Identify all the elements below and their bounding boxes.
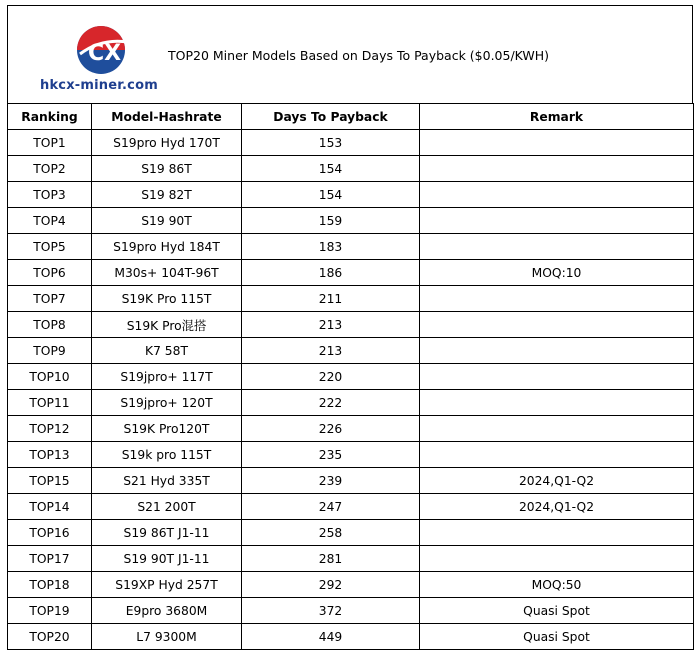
ranking-cell: TOP2 (8, 156, 92, 182)
model-cell: S19jpro+ 117T (92, 364, 242, 390)
days-cell: 222 (242, 390, 420, 416)
column-header: Days To Payback (242, 104, 420, 130)
model-cell: E9pro 3680M (92, 598, 242, 624)
table-row (8, 390, 694, 416)
logo-mark: CX (88, 41, 122, 66)
remark-cell: MOQ:50 (420, 572, 694, 598)
page-title: TOP20 Miner Models Based on Days To Payback ($0.05/KWH) (168, 48, 550, 63)
days-cell: 220 (242, 364, 420, 390)
table-row (8, 416, 694, 442)
table-header-row (8, 104, 694, 130)
document-frame (7, 5, 693, 650)
model-cell: S19jpro+ 120T (92, 390, 242, 416)
days-cell: 154 (242, 156, 420, 182)
model-cell: S21 Hyd 335T (92, 468, 242, 494)
remark-cell (420, 130, 694, 156)
table-row (8, 286, 694, 312)
days-cell: 292 (242, 572, 420, 598)
table-row (8, 338, 694, 364)
ranking-cell: TOP13 (8, 442, 92, 468)
days-cell: 281 (242, 546, 420, 572)
ranking-cell: TOP20 (8, 624, 92, 650)
table-row (8, 234, 694, 260)
model-cell: S19K Pro120T (92, 416, 242, 442)
table-row (8, 494, 694, 520)
remark-cell (420, 234, 694, 260)
table-row (8, 546, 694, 572)
table-row (8, 156, 694, 182)
column-header: Model-Hashrate (92, 104, 242, 130)
days-cell: 235 (242, 442, 420, 468)
ranking-cell: TOP12 (8, 416, 92, 442)
model-cell: S19 86T (92, 156, 242, 182)
remark-cell (420, 546, 694, 572)
ranking-cell: TOP17 (8, 546, 92, 572)
payback-table (7, 103, 694, 650)
remark-cell (420, 390, 694, 416)
remark-cell: Quasi Spot (420, 598, 694, 624)
model-cell: K7 58T (92, 338, 242, 364)
days-cell: 372 (242, 598, 420, 624)
remark-cell: 2024,Q1-Q2 (420, 494, 694, 520)
model-cell: L7 9300M (92, 624, 242, 650)
table-row (8, 260, 694, 286)
model-cell: S19XP Hyd 257T (92, 572, 242, 598)
remark-cell (420, 364, 694, 390)
days-cell: 154 (242, 182, 420, 208)
model-cell: S19k pro 115T (92, 442, 242, 468)
logo-text: hkcx-miner.com (40, 78, 158, 93)
remark-cell (420, 208, 694, 234)
ranking-cell: TOP8 (8, 312, 92, 338)
column-header: Remark (420, 104, 694, 130)
days-cell: 211 (242, 286, 420, 312)
header (7, 5, 693, 104)
remark-cell (420, 156, 694, 182)
remark-cell: 2024,Q1-Q2 (420, 468, 694, 494)
days-cell: 258 (242, 520, 420, 546)
ranking-cell: TOP15 (8, 468, 92, 494)
remark-cell: Quasi Spot (420, 624, 694, 650)
ranking-cell: TOP10 (8, 364, 92, 390)
table-row (8, 520, 694, 546)
table-body (8, 130, 694, 650)
remark-cell (420, 416, 694, 442)
ranking-cell: TOP5 (8, 234, 92, 260)
ranking-cell: TOP18 (8, 572, 92, 598)
table-row (8, 442, 694, 468)
remark-cell (420, 312, 694, 338)
model-cell: S21 200T (92, 494, 242, 520)
ranking-cell: TOP6 (8, 260, 92, 286)
ranking-cell: TOP19 (8, 598, 92, 624)
days-cell: 213 (242, 338, 420, 364)
remark-cell (420, 520, 694, 546)
ranking-cell: TOP1 (8, 130, 92, 156)
table-row (8, 312, 694, 338)
remark-cell (420, 182, 694, 208)
table-row (8, 624, 694, 650)
model-cell: M30s+ 104T-96T (92, 260, 242, 286)
model-cell: S19pro Hyd 184T (92, 234, 242, 260)
ranking-cell: TOP7 (8, 286, 92, 312)
model-cell: S19K Pro混搭 (92, 312, 242, 338)
days-cell: 449 (242, 624, 420, 650)
days-cell: 153 (242, 130, 420, 156)
column-header: Ranking (8, 104, 92, 130)
ranking-cell: TOP14 (8, 494, 92, 520)
table-row (8, 208, 694, 234)
remark-cell (420, 286, 694, 312)
days-cell: 186 (242, 260, 420, 286)
ranking-cell: TOP3 (8, 182, 92, 208)
model-cell: S19 82T (92, 182, 242, 208)
remark-cell (420, 442, 694, 468)
days-cell: 239 (242, 468, 420, 494)
days-cell: 213 (242, 312, 420, 338)
model-cell: S19pro Hyd 170T (92, 130, 242, 156)
model-cell: S19K Pro 115T (92, 286, 242, 312)
days-cell: 183 (242, 234, 420, 260)
model-cell: S19 90T (92, 208, 242, 234)
table-row (8, 364, 694, 390)
ranking-cell: TOP16 (8, 520, 92, 546)
ranking-cell: TOP9 (8, 338, 92, 364)
ranking-cell: TOP11 (8, 390, 92, 416)
remark-cell (420, 338, 694, 364)
table-row (8, 468, 694, 494)
table-row (8, 598, 694, 624)
model-cell: S19 90T J1-11 (92, 546, 242, 572)
days-cell: 226 (242, 416, 420, 442)
model-cell: S19 86T J1-11 (92, 520, 242, 546)
days-cell: 247 (242, 494, 420, 520)
table-row (8, 572, 694, 598)
table-row (8, 182, 694, 208)
ranking-cell: TOP4 (8, 208, 92, 234)
remark-cell: MOQ:10 (420, 260, 694, 286)
table-row (8, 130, 694, 156)
days-cell: 159 (242, 208, 420, 234)
